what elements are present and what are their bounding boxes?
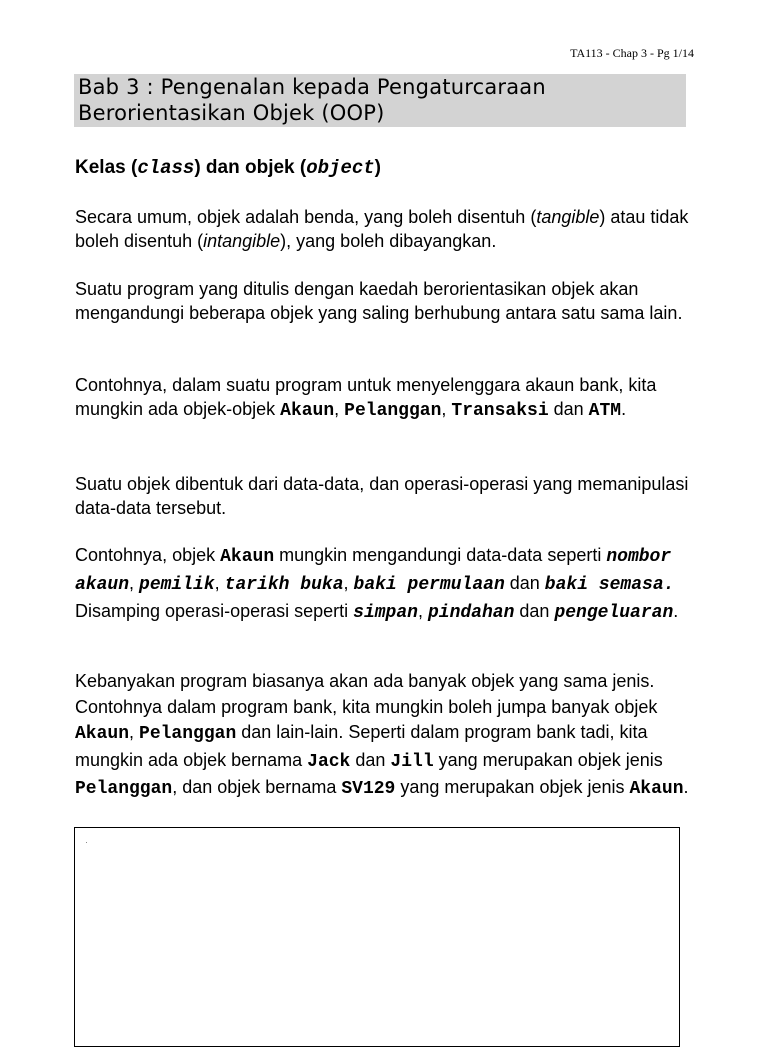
heading-term-object: object — [306, 157, 375, 179]
text: yang merupakan objek jenis — [433, 749, 663, 770]
text: Contohnya, dalam suatu program untuk menyelenggara akaun bank, kita mungkin ada objek-objek — [75, 375, 657, 419]
text: mungkin mengandungi data-data seperti — [274, 545, 607, 565]
text: . — [621, 399, 627, 419]
text: , — [441, 399, 452, 419]
text: Contohnya, objek — [75, 545, 221, 565]
text: dan — [350, 749, 391, 770]
text: Kebanyakan program biasanya akan ada banyak objek yang sama jenis. Contohnya dalam program bank, kita mungkin boleh jumpa banyak objek — [75, 671, 658, 717]
code-akaun: Akaun — [220, 547, 275, 567]
chapter-title: Bab 3 : Pengenalan kepada Pengaturcaraan Berorientasikan Objek (OOP) — [74, 74, 686, 127]
section-heading — [75, 155, 381, 181]
text: dan — [504, 573, 545, 593]
code-sv129: SV129 — [341, 779, 396, 799]
operation-simpan: simpan — [353, 603, 418, 623]
text: , — [417, 601, 428, 621]
heading-text: ) dan objek ( — [194, 157, 307, 178]
text: ) atau tidak boleh disentuh ( — [75, 207, 689, 251]
term-intangible: intangible — [203, 231, 281, 251]
text: , — [129, 573, 140, 593]
code-pelanggan: Pelanggan — [75, 779, 173, 799]
field-baki-semasa: baki semasa. — [544, 575, 675, 595]
text: . — [673, 601, 679, 621]
field-tarikh-buka: tarikh buka — [224, 575, 344, 595]
term-tangible: tangible — [536, 207, 600, 227]
paragraph-data-operasi: Suatu objek dibentuk dari data-data, dan operasi-operasi yang memanipulasi data-data tersebut. — [75, 474, 689, 518]
field-baki-permulaan: baki permulaan — [353, 575, 505, 595]
text: . — [683, 777, 689, 797]
heading-term-class: class — [137, 157, 195, 179]
text: dan — [514, 601, 555, 621]
code-akaun: Akaun — [75, 724, 130, 744]
text: , — [334, 399, 345, 419]
code-akaun: Akaun — [629, 779, 684, 799]
diagram-dot — [86, 842, 87, 843]
text: yang merupakan objek jenis — [395, 777, 630, 797]
code-jack: Jack — [307, 751, 351, 772]
heading-text: ) — [374, 157, 381, 178]
text: , dan objek bernama — [172, 777, 342, 797]
text: , — [214, 573, 225, 593]
text: Disamping operasi-operasi seperti — [75, 601, 354, 621]
code-pelanggan: Pelanggan — [139, 724, 237, 744]
text: dan lain-lain. Seperti dalam program bank tadi, kita mungkin ada objek bernama — [75, 722, 648, 770]
text: , — [343, 573, 354, 593]
heading-text: Kelas ( — [75, 157, 138, 178]
diagram-box — [74, 827, 680, 1047]
paragraph-objek-sama-jenis — [75, 669, 700, 803]
text: , — [129, 722, 140, 742]
page-reference: TA113 - Chap 3 - Pg 1/14 — [570, 46, 694, 60]
code-akaun: Akaun — [280, 401, 335, 421]
code-jill: Jill — [390, 751, 434, 772]
code-pelanggan: Pelanggan — [344, 401, 442, 421]
text: ), yang boleh dibayangkan. — [280, 231, 497, 251]
text: Secara umum, objek adalah benda, yang boleh disentuh ( — [75, 207, 537, 227]
paragraph-contoh-akaun — [75, 542, 700, 626]
paragraph-objek-definisi — [75, 205, 700, 253]
paragraph-contoh-objek — [75, 373, 700, 423]
code-transaksi: Transaksi — [451, 401, 549, 421]
code-atm: ATM — [588, 401, 622, 421]
field-nombor-akaun: nombor akaun — [75, 547, 672, 595]
field-pemilik: pemilik — [139, 575, 215, 595]
operation-pengeluaran: pengeluaran — [554, 603, 674, 623]
operation-pindahan: pindahan — [427, 603, 515, 623]
paragraph-program-oop: Suatu program yang ditulis dengan kaedah berorientasikan objek akan mengandungi beberapa objek yang saling berhubung antara satu sama lain. — [75, 279, 683, 323]
text: dan — [548, 399, 589, 419]
